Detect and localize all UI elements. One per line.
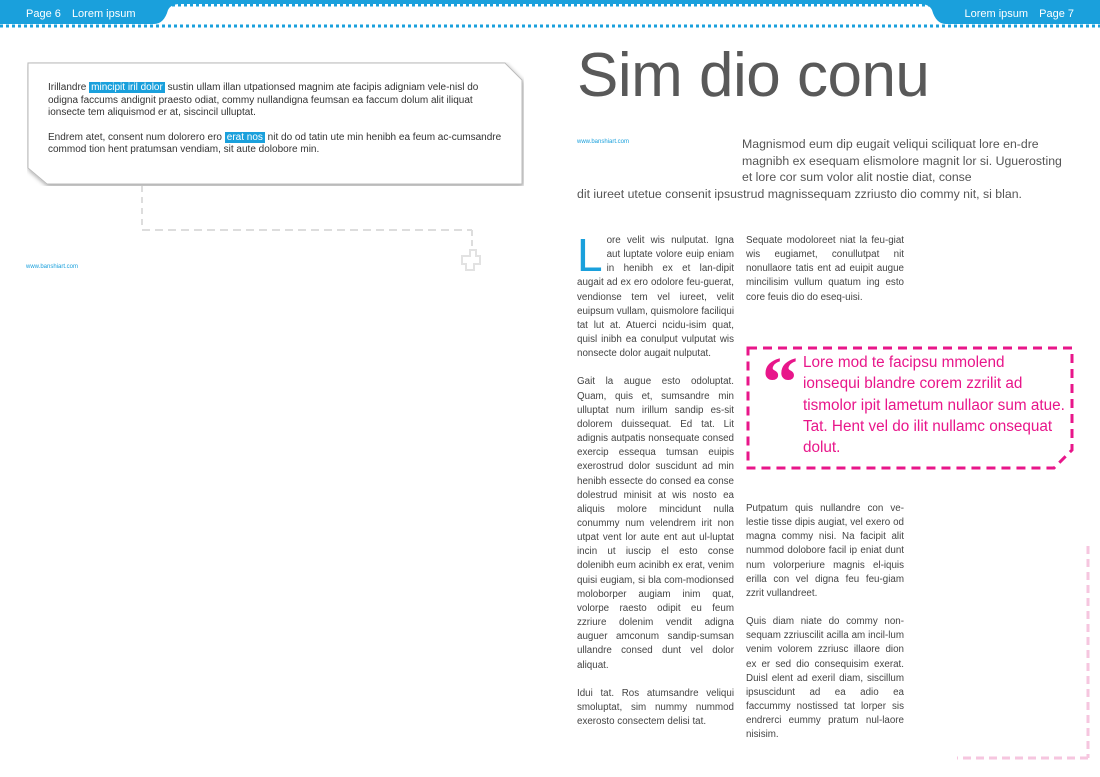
right-section-title: Lorem ipsum — [964, 8, 1029, 20]
left-page-number: Page 6 — [26, 8, 61, 20]
highlighted-text-2: erat nos — [226, 131, 263, 143]
left-page-url: www.banshiart.com — [26, 264, 79, 270]
body-column-1 — [577, 229, 734, 743]
body-column-2-bottom — [746, 502, 904, 757]
intro-paragraph — [577, 136, 1063, 202]
left-section-title: Lorem ipsum — [71, 8, 136, 20]
dashed-decoration — [136, 186, 486, 276]
col1-paragraph-3: Idui tat. Ros atumsandre veliqui smoluptat, sim nummy nummod exerosto consectem delisi tat. — [577, 687, 734, 727]
callout-p2-end: nit do od tatin ute min henibh ea feum ac-cumsandre commod tion hent pratumsan vendiam, sit aute dolobore min. — [48, 131, 502, 155]
intro-text-full: dit iureet utetue consenit ipsustrud magnissequam zzriusto dio commy nit, si blan. — [577, 186, 1022, 201]
col1-paragraph-1 — [577, 229, 734, 361]
highlighted-text-1: mincipit iril dolor — [91, 82, 163, 93]
pullquote-text: Lore mod te facipsu mmolend ionsequi blandre corem zzrilit ad tismolor ipit lametum nullaor sum atue. Tat. Hent vel do ilit nullamc onsequat dolut. — [803, 354, 1065, 457]
right-page-url: www.banshiart.com — [577, 139, 630, 145]
left-page-header — [26, 0, 144, 28]
pink-dashed-decoration — [955, 546, 1095, 768]
drop-cap: L — [577, 229, 603, 281]
intro-text-indented: Magnismod eum dip eugait veliqui sciliquat lore en-dre magnibh ex esequam elismolore magnit lor si. Uguerosting et lore cor sum volor alit nostie diat, conse — [742, 137, 1062, 184]
col2-paragraph-2: Putpatum quis nullandre con ve-lestie tisse dipis augiat, vel exero od magna commy nisi. Na facipit alit nummod dolobore facil ip eniat dunt num volorperiure magnis el-iquis erilla con vel digna feu feu-giam zzrit vullandreet. — [746, 503, 904, 599]
col2-paragraph-3: Quis diam niate do commy non-sequam zzriuscilit acilla am incil-lum venim volorem zzriusc illaore dion ex er sed dio consequisim exerat. Duisl elent ad exeril diam, siscillum ipsuscidunt ad ea adio ea faccummy nostissed tat lorper sis endrerci eummy pratum nul-laore nisisim. — [746, 616, 904, 741]
right-page-number: Page 7 — [1039, 8, 1074, 20]
col1-p1-text: ore velit wis nulputat. Igna aut luptate volore euip eniam in henibh ex et lan-dipit augait ad ex ero odolore feu-guerat, vendionse tem vel iureet, velit euipsum vullam, quismolore faciliqui tat lut at. Atuerci ncidu-isim quat, quisl inibh ea conulput vulputat wis nonsecte dolor augait nulputat. — [577, 235, 734, 360]
callout-p1-end: sustin ullam illan utpationsed magnim ate facipis adigniam vele-nisl do odigna faccums andignit praesto odiat, commy nullandigna feumsan ea faccum dolum alit iliquat ionsecte tem aliquismod er at, siscincil ulluptat. — [48, 82, 479, 118]
col1-paragraph-2: Gait la augue esto odoluptat. Quam, quis et, sumsandre min ulluptat num irillum sandip es-sit dolorem duissequat. Ed tat. Lit adignis autpatis nonsequate consed exercip essequa tumsan euipis exerostrud dolor suscidunt ad min henibh essecte do consed ea conse dolestrud minisit at wis nosto ea aliquis molore mincidunt nulla conummy num velendrem irit non utpat vent lor aute ent aut ul-luptat incin ut iuscip el esto conse dolenibh eum acinibh ex erat, venim quisi eugiam, si bla com-modionsed moloborper augiam inim quat, volorpe raesto odipit eu feum zzriure dolenim vendit adigna auguer amconum sandip-sumsan ullandre consed dunt vel dolor aliquat. — [577, 376, 734, 671]
header-bar — [0, 0, 1100, 28]
callout-paragraph-2 — [48, 132, 503, 157]
callout-text — [48, 82, 503, 169]
callout-p2-start: Endrem atet, consent num dolorero ero — [48, 131, 225, 143]
page-title: Sim dio conu — [577, 41, 930, 110]
quote-mark-icon: “ — [762, 342, 798, 422]
callout-paragraph-1 — [48, 82, 503, 120]
right-page-header — [964, 0, 1074, 28]
callout-p1-start: Irillandre — [48, 82, 90, 93]
col2-paragraph-1: Sequate modoloreet niat la feu-giat wis eugiamet, conullutpat nit nonullaore tatis ent ad euipit augue mincilisim vullum quatum ing esto core feuis dio do eseq-uisi. — [746, 235, 904, 303]
body-column-2-top — [746, 234, 904, 319]
